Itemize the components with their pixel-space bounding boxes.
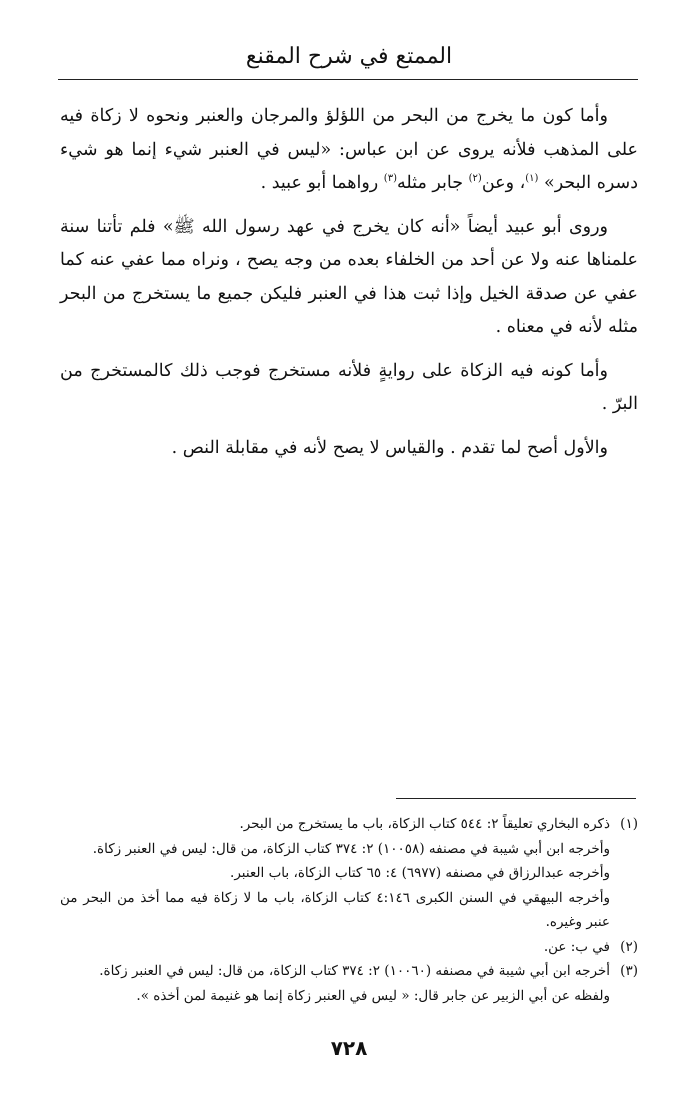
footnote-3 [60,959,638,1008]
footnote-2-line-1: في ب: عن. [543,938,610,955]
footnotes [60,812,638,1008]
paragraph-1-mid-1: ، وعن [481,173,526,193]
header-divider [58,79,638,80]
footnote-1-body [60,812,610,935]
footnote-3-line-1: أخرجه ابن أبي شيبة في مصنفه (١٠٠٦٠) ٢: ٣٧٤ كتاب الزكاة، من قال: ليس في العنبر زكاة. [99,963,610,979]
main-text [60,100,638,475]
footnote-2-body [60,935,610,960]
footnote-1 [60,812,638,935]
paragraph-2: وروى أبو عبيد أيضاً «أنه كان يخرج في عهد رسول الله ﷺ» فلم تأتنا سنة علمناها عنه ولا عن أحد من الخلفاء بعده من وجه يصح ، ونراه مما عفي عنه كما عفي عن صدقة الخيل وإذا ثبت هذا في العنبر فليكن جميع ما يستخرج من البحر مثله لأنه في معناه . [60,216,638,337]
paragraph-3: وأما كونه فيه الزكاة على روايةٍ فلأنه مستخرج فوجب ذلك كالمستخرج من البرّ . [60,360,638,414]
footnote-ref-3: (٣) [383,173,397,185]
page-number: ٧٢٨ [330,1036,368,1060]
footnote-3-line-2: ولفظه عن أبي الزبير عن جابر قال: « ليس في العنبر زكاة إنما هو غنيمة لمن أخذه ». [136,987,610,1004]
footnote-2-number: (٢) [620,938,638,955]
paragraph-1-mid-2: جابر مثله [396,173,469,193]
paragraph-1 [60,100,638,201]
footnote-ref-1: (١) [525,173,539,185]
paragraph-1-text: وأما كون ما يخرج من البحر من اللؤلؤ والمرجان والعنبر ونحوه لا زكاة فيه على المذهب فلأنه يروى عن ابن عباس: «ليس في العنبر شيء إنما هو شيء دسره البحر» [60,106,638,193]
footnote-2 [60,935,638,960]
footnote-ref-2: (٢) [468,173,482,185]
footnote-divider [396,798,636,799]
footnote-1-line-3: وأخرجه عبدالرزاق في مصنفه (٦٩٧٧) ٤: ٦٥ كتاب الزكاة، باب العنبر. [230,865,610,881]
footnote-1-line-1: ذكره البخاري تعليقاً ٢: ٥٤٤ كتاب الزكاة، باب ما يستخرج من البحر. [239,816,610,832]
footnote-3-number: (٣) [620,963,638,979]
footnote-3-body [60,959,610,1008]
footnote-1-number: (١) [620,816,638,832]
paragraph-1-end: رواهما أبو عبيد . [260,173,384,193]
paragraph-4: والأول أصح لما تقدم . والقياس لا يصح لأنه في مقابلة النص . [171,437,608,458]
footnote-1-line-4: وأخرجه البيهقي في السنن الكبرى ٤:١٤٦ كتاب الزكاة، باب ما لا زكاة فيه مما أخذ من البحر من عنبر وغيره. [60,889,610,930]
footnote-1-line-2: وأخرجه ابن أبي شيبة في مصنفه (١٠٠٥٨) ٢: ٣٧٤ كتاب الزكاة، من قال: ليس في العنبر زكاة. [92,840,610,857]
running-header-title: الممتع في شرح المقنع [245,44,453,69]
